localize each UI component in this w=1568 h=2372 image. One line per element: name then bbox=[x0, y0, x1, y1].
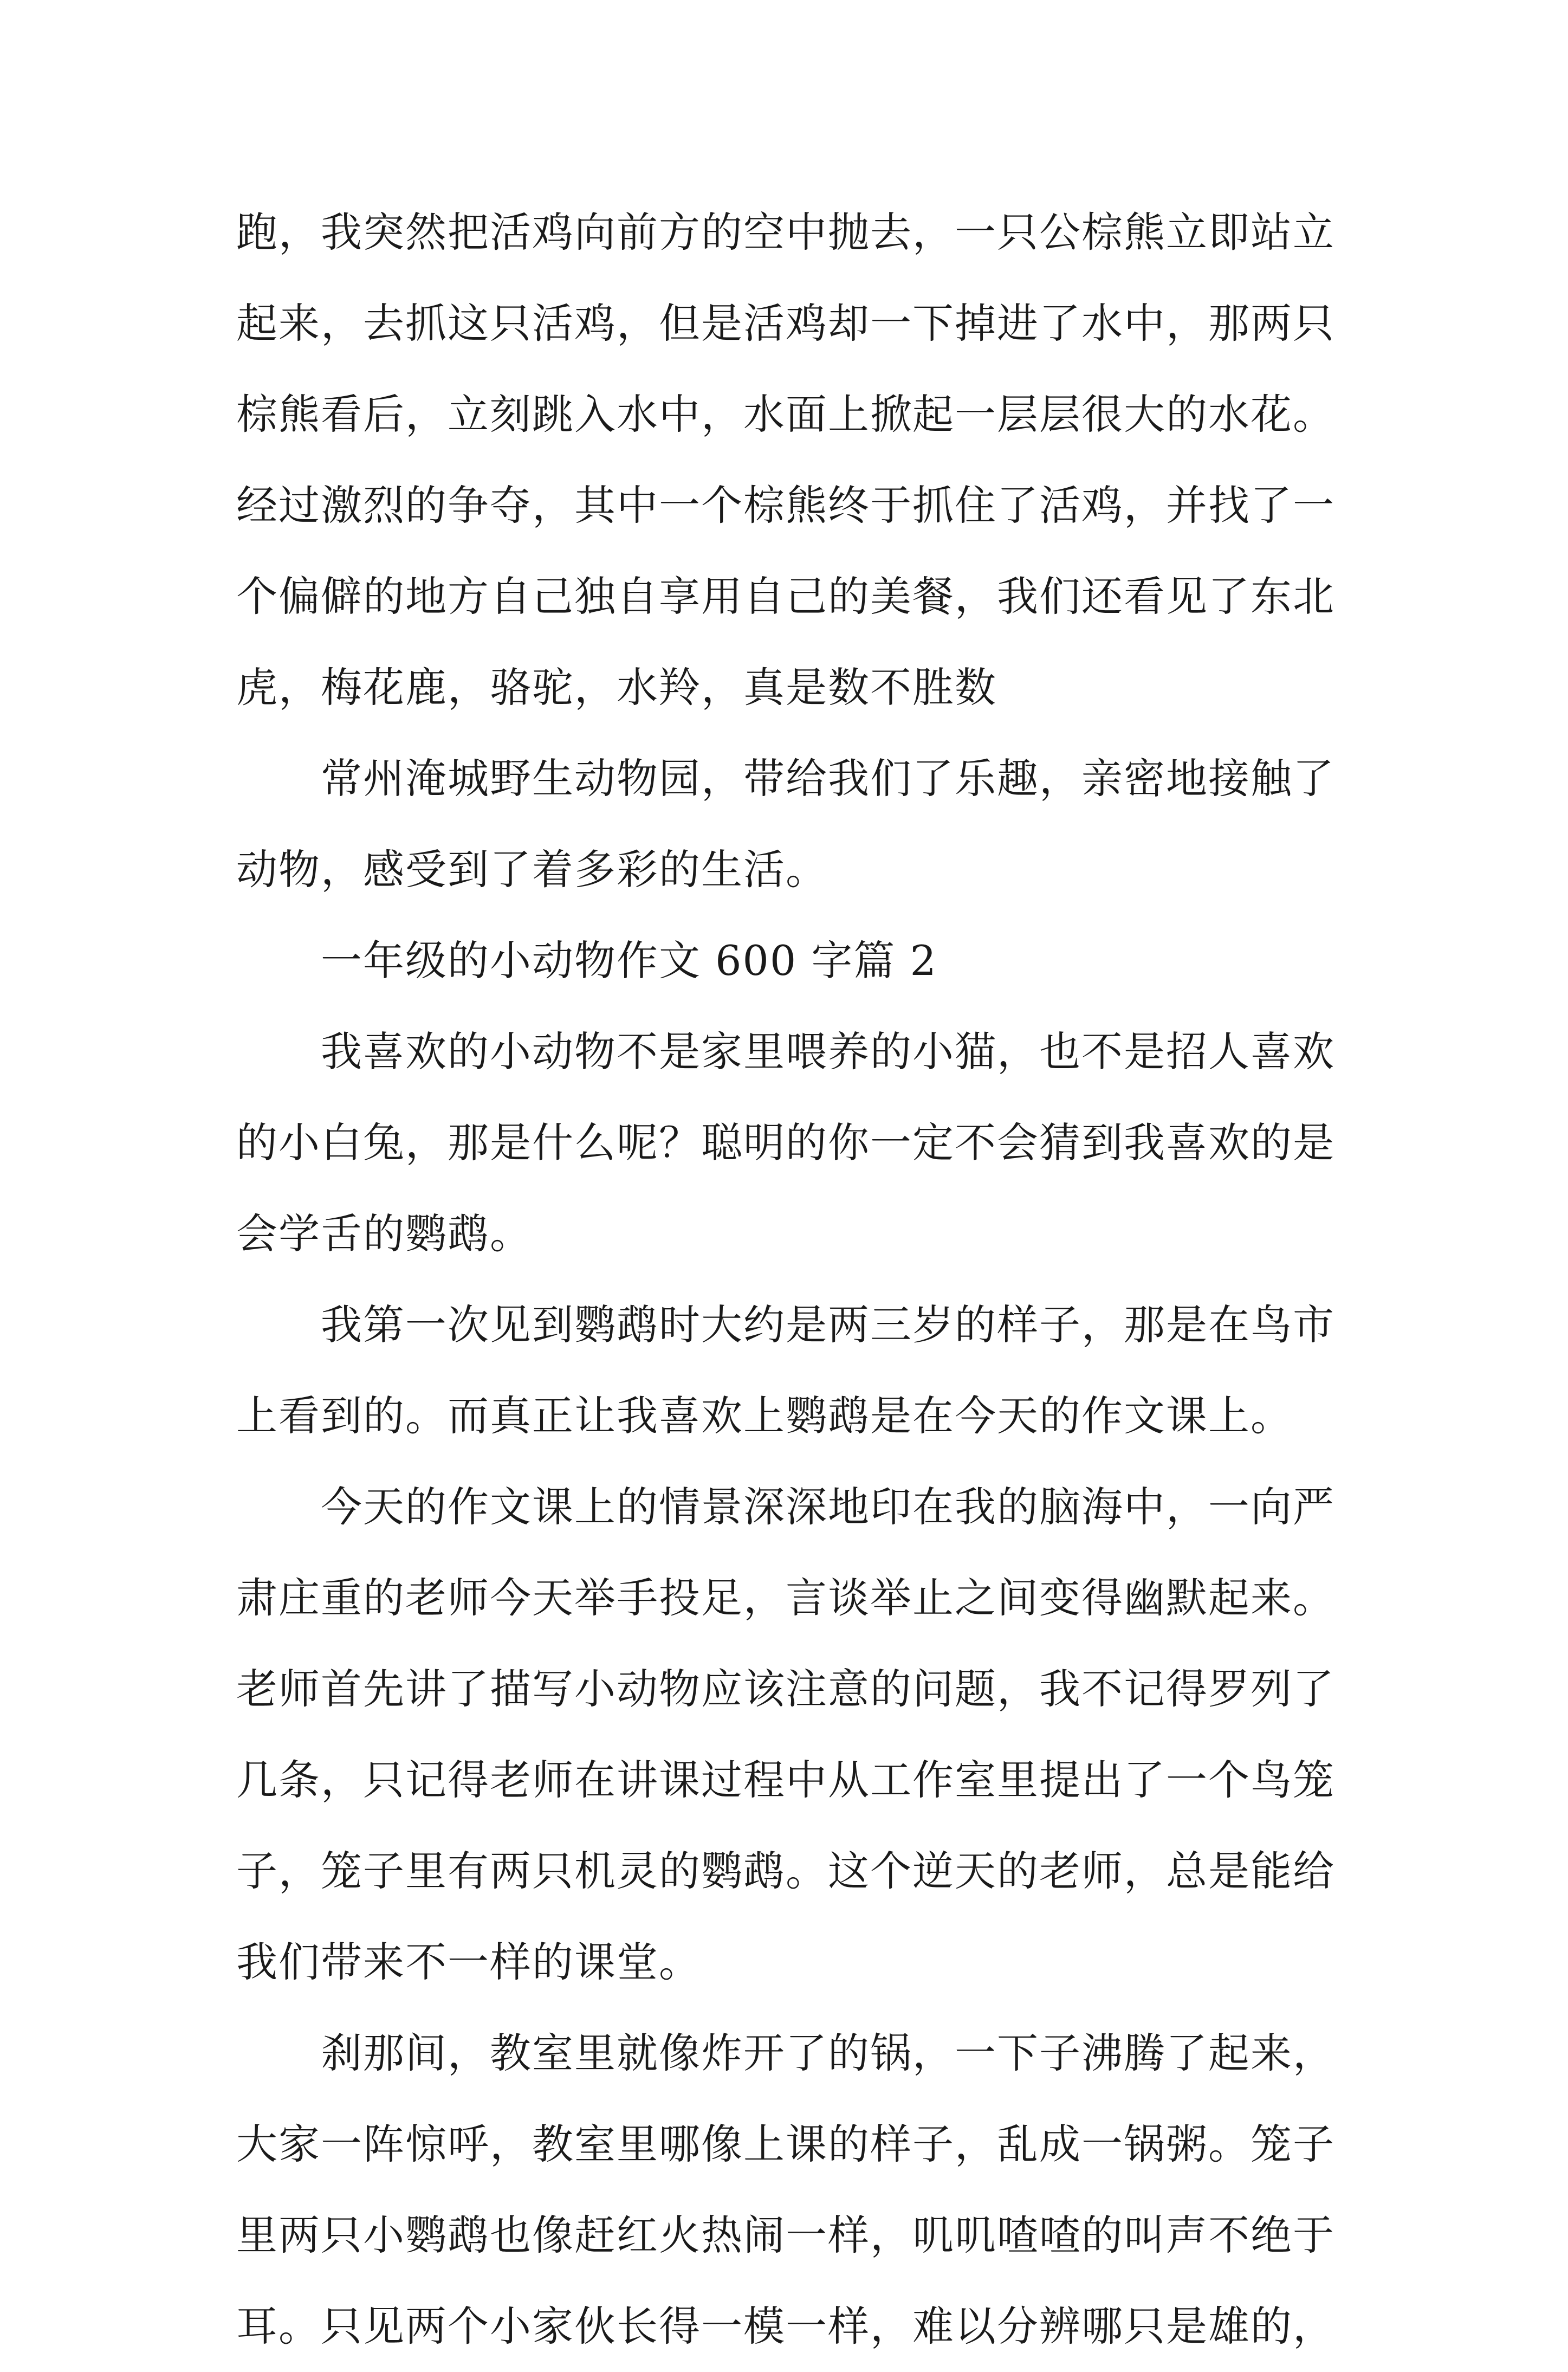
paragraph-2: 常州淹城野生动物园，带给我们了乐趣，亲密地接触了 动物，感受到了着多彩的生活。 bbox=[236, 754, 1335, 894]
section-heading: 一年级的小动物作文 600 字篇 2 bbox=[236, 936, 937, 985]
paragraph-1: 跑，我突然把活鸡向前方的空中抛去，一只公棕熊立即站立 起来，去抓这只活鸡，但是活鸡却一下掉进了水中，那两只 棕熊看后，立刻跳入水中，水面上掀起一层层很大的水花。 经过激烈的争夺，其中一个棕熊终于抓住了活鸡，并找了一 个偏僻的地方自己独自享用自己的美餐，我们还看见了东北 虎，梅花鹿，骆驼，水羚，真是数不胜数 bbox=[236, 208, 1335, 712]
paragraph-6: 刹那间，教室里就像炸开了的锅，一下子沸腾了起来， 大家一阵惊呼，教室里哪像上课的样子，乱成一锅粥。笼子 里两只小鹦鹉也像赶红火热闹一样，叽叽喳喳的叫声不绝于 耳。只见两个小家伙长得一模一样，难以分辨哪只是雄的， bbox=[236, 2029, 1335, 2350]
paragraph-4: 我第一次见到鹦鹉时大约是两三岁的样子，那是在鸟市 上看到的。而真正让我喜欢上鹦鹉是在今天的作文课上。 bbox=[236, 1301, 1335, 1440]
paragraph-5: 今天的作文课上的情景深深地印在我的脑海中，一向严 肃庄重的老师今天举手投足，言谈举止之间变得幽默起来。 老师首先讲了描写小动物应该注意的问题，我不记得罗列了 几条，只记得老师在讲课过程中从工作室里提出了一个鸟笼 子，笼子里有两只机灵的鹦鹉。这个逆天的老师，总是能给 我们带来不一样的课堂。 bbox=[236, 1483, 1335, 1986]
paragraph-3: 我喜欢的小动物不是家里喂养的小猫，也不是招人喜欢 的小白兔，那是什么呢？聪明的你一定不会猜到我喜欢的是 会学舌的鹦鹉。 bbox=[236, 1027, 1335, 1258]
document-body bbox=[236, 187, 1356, 2372]
